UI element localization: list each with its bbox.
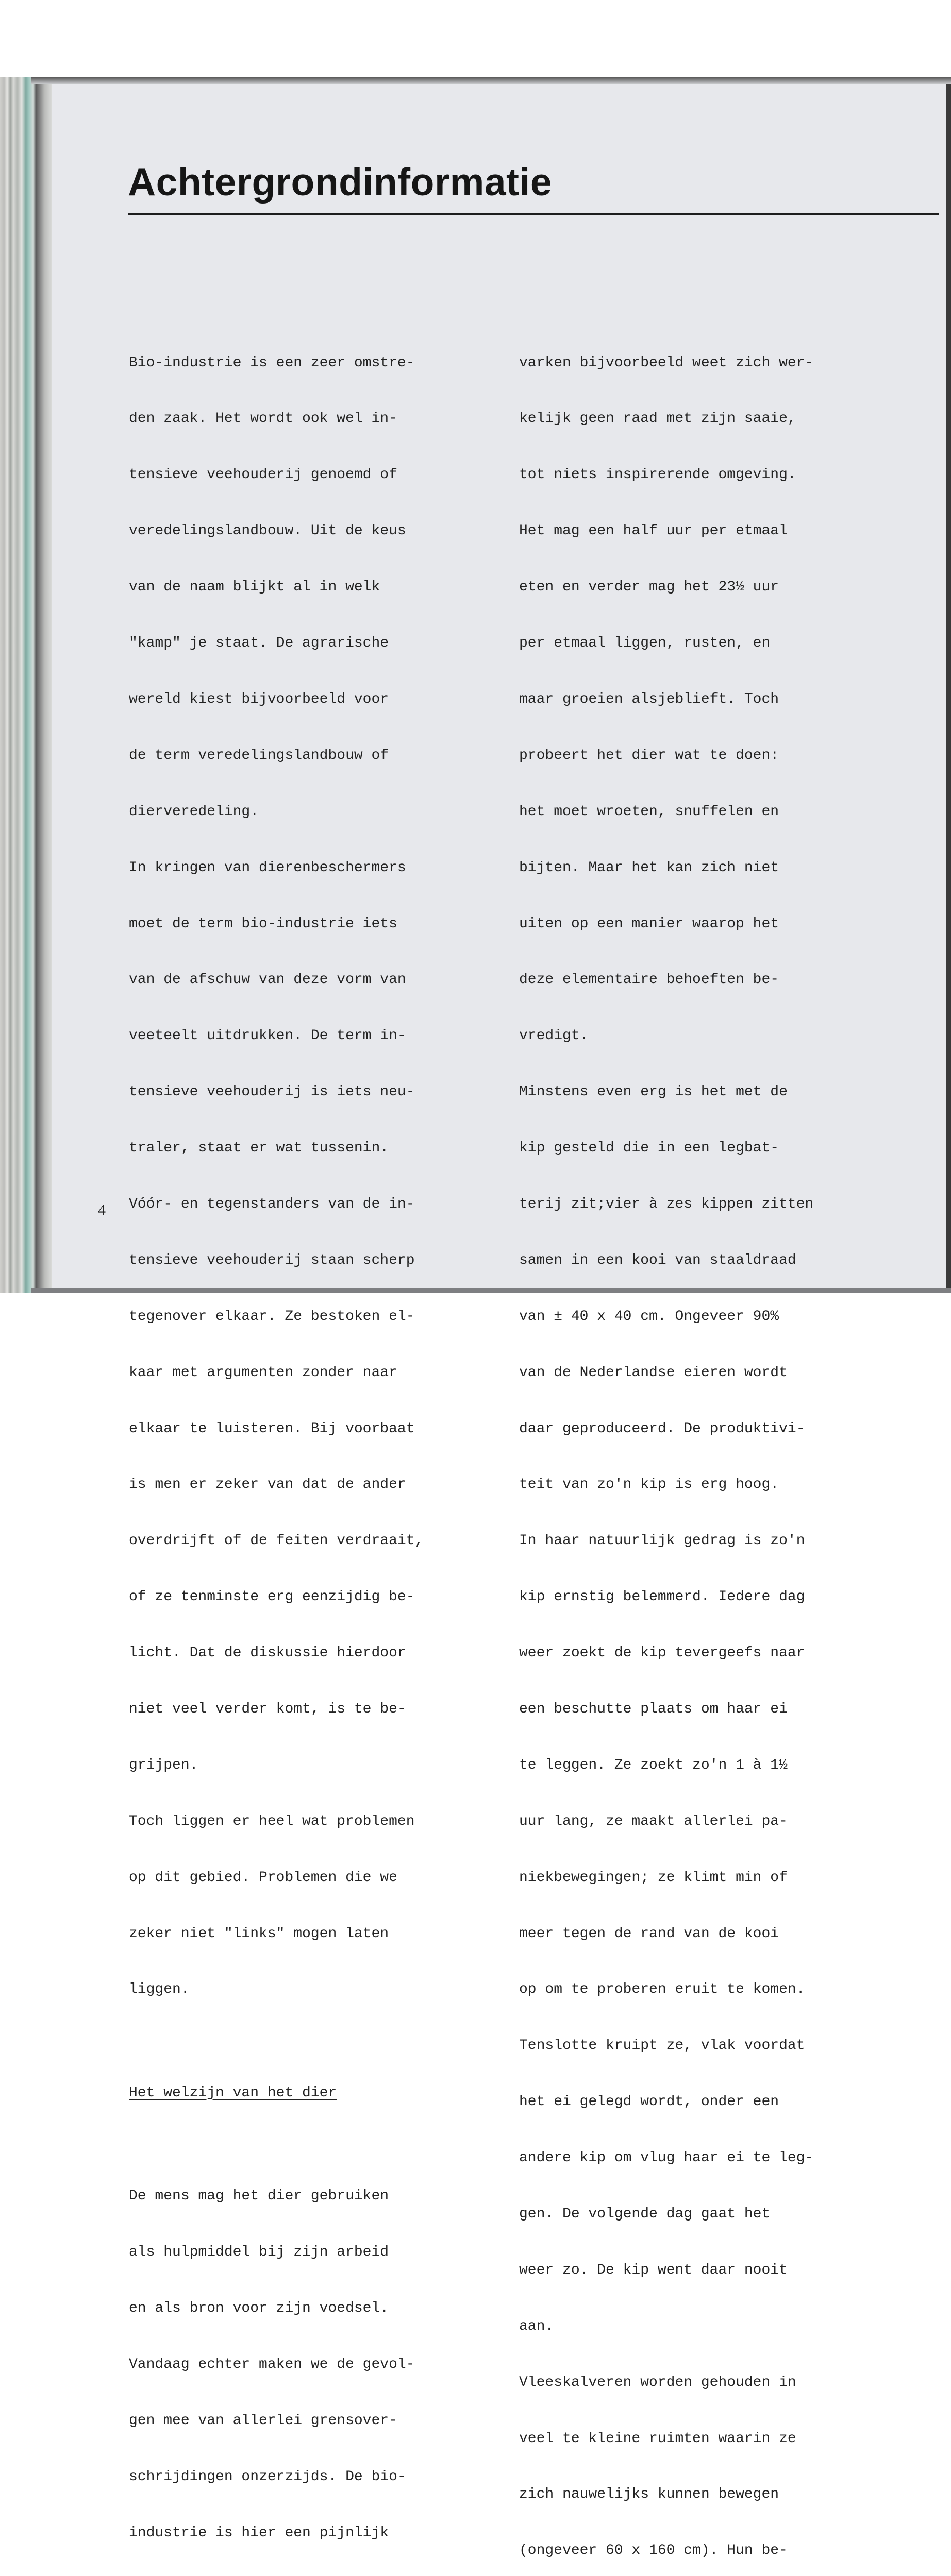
text-line: veredelingslandbouw. Uit de keus (129, 523, 406, 539)
text-line: "kamp" je staat. De agrarische (129, 635, 389, 652)
text-line: liggen. (129, 1981, 190, 1998)
text-line: tensieve veehouderij is iets neu- (129, 1084, 415, 1100)
text-line: op dit gebied. Problemen die we (129, 1869, 397, 1886)
text-line: overdrijft of de feiten verdraait, (129, 1533, 424, 1549)
text-line: meer tegen de rand van de kooi (519, 1925, 779, 1942)
text-line: probeert het dier wat te doen: (519, 747, 779, 764)
text-line: aan. (519, 2318, 554, 2334)
text-line: In haar natuurlijk gedrag is zo'n (519, 1533, 805, 1549)
text-line (129, 410, 423, 428)
text-line: gen. De volgende dag gaat het (519, 2206, 771, 2222)
text-line: In kringen van dierenbeschermers (129, 859, 406, 876)
page-number: 4 (98, 1201, 106, 1218)
text-line: of ze tenminste erg eenzijdig be- (129, 1589, 415, 1605)
text-line: grijpen. (129, 1757, 198, 1773)
text-line: als hulpmiddel bij zijn arbeid (129, 2244, 389, 2261)
text-line: varken bijvoorbeeld weet zich wer- (519, 354, 814, 371)
text-line: te leggen. Ze zoekt zo'n 1 à 1½ (519, 1757, 788, 1773)
book-edge-right (946, 77, 951, 1293)
text-line: schrijdingen onzerzijds. De bio- (129, 2468, 406, 2485)
text-line: Toch liggen er heel wat problemen (129, 1813, 415, 1829)
text-line: bijten. Maar het kan zich niet (519, 859, 779, 876)
text-line: daar geproduceerd. De produktivi- (519, 1420, 805, 1437)
text-line: kaar met argumenten zonder naar (129, 1364, 397, 1381)
section-subheading-text: Het welzijn van het dier (129, 2084, 337, 2101)
text-line: Het mag een half uur per etmaal (519, 523, 788, 539)
text-line: deze elementaire behoeften be- (519, 972, 779, 988)
paragraph-gap (129, 2037, 423, 2046)
section-subheading (129, 2084, 423, 2103)
left-text-column (129, 316, 423, 2576)
text-line: veel te kleine ruimten waarin ze (519, 2430, 796, 2447)
text-line: gen mee van allerlei grensover- (129, 2412, 397, 2429)
text-line: de term veredelingslandbouw of (129, 747, 389, 764)
text-line: van de afschuw van deze vorm van (129, 972, 406, 988)
text-line: terij zit;vier à zes kippen zitten (519, 1196, 814, 1212)
text-line: het ei gelegd wordt, onder een (519, 2094, 779, 2110)
book-edge-left (0, 77, 52, 1293)
text-line: industrie is hier een pijnlijk (129, 2524, 389, 2541)
text-line: niekbewegingen; ze klimt min of (519, 1869, 788, 1886)
text-line: een beschutte plaats om haar ei (519, 1701, 788, 1717)
text-line: (ongeveer 60 x 160 cm). Hun be- (519, 2543, 788, 2559)
text-line: vredigt. (519, 1028, 589, 1044)
text-line: teit van zo'n kip is erg hoog. (519, 1477, 779, 1493)
text-line: Vleeskalveren worden gehouden in (519, 2374, 796, 2391)
text-line: maar groeien alsjeblieft. Toch (519, 691, 779, 707)
text-line: tensieve veehouderij staan scherp (129, 1252, 415, 1268)
text-line: kip gesteld die in een legbat- (519, 1140, 779, 1157)
text-line: het moet wroeten, snuffelen en (519, 803, 779, 820)
paragraph-gap (129, 2140, 423, 2150)
text-line: eten en verder mag het 23½ uur (519, 579, 779, 596)
text-line: is men er zeker van dat de ander (129, 1477, 406, 1493)
text-line: uiten op een manier waarop het (519, 916, 779, 932)
text-line: tot niets inspirerende omgeving. (519, 467, 796, 483)
text-line: zeker niet "links" mogen laten (129, 1925, 389, 1942)
text-line: van de naam blijkt al in welk (129, 579, 380, 596)
text-line: Bio-industrie is een zeer omstre- (129, 354, 415, 371)
text-line: traler, staat er wat tussenin. (129, 1140, 389, 1157)
text-line: samen in een kooi van staaldraad (519, 1252, 796, 1268)
text-line: kip ernstig belemmerd. Iedere dag (519, 1589, 805, 1605)
text-line: Vandaag echter maken we de gevol- (129, 2357, 415, 2373)
text-line: niet veel verder komt, is te be- (129, 1701, 406, 1717)
text-line: van ± 40 x 40 cm. Ongeveer 90% (519, 1308, 779, 1325)
text-line: weer zo. De kip went daar nooit (519, 2262, 788, 2278)
text-line: weer zoekt de kip tevergeefs naar (519, 1645, 805, 1662)
text-line: van de Nederlandse eieren wordt (519, 1364, 788, 1381)
page-top-shadow (31, 77, 951, 84)
text-line: tegenover elkaar. Ze bestoken el- (129, 1308, 415, 1325)
text-line: wereld kiest bijvoorbeeld voor (129, 691, 389, 707)
text-line: elkaar te luisteren. Bij voorbaat (129, 1420, 415, 1437)
text-line: op om te proberen eruit te komen. (519, 1981, 805, 1998)
text-line: kelijk geen raad met zijn saaie, (519, 411, 796, 427)
text-line: andere kip om vlug haar ei te leg- (519, 2150, 814, 2166)
text-line: Minstens even erg is het met de (519, 1084, 788, 1100)
title-underline-rule (128, 213, 939, 215)
text-line: dierveredeling. (129, 803, 259, 820)
text-line: Tenslotte kruipt ze, vlak voordat (519, 2038, 805, 2054)
text-line: tensieve veehouderij genoemd of (129, 467, 397, 483)
text-line: Vóór- en tegenstanders van de in- (129, 1196, 415, 1212)
text-line: licht. Dat de diskussie hierdoor (129, 1645, 406, 1662)
text-line: moet de term bio-industrie iets (129, 916, 397, 932)
text-line: zich nauwelijks kunnen bewegen (519, 2486, 779, 2503)
text-line-part: den zaak. Het wordt ook wel in- (129, 411, 397, 427)
text-line: per etmaal liggen, rusten, en (519, 635, 771, 652)
right-text-column (519, 316, 813, 2576)
text-line: veeteelt uitdrukken. De term in- (129, 1028, 406, 1044)
text-line: en als bron voor zijn voedsel. (129, 2300, 389, 2317)
text-line: De mens mag het dier gebruiken (129, 2188, 389, 2205)
text-line: uur lang, ze maakt allerlei pa- (519, 1813, 788, 1829)
page-title: Achtergrondinformatie (128, 160, 553, 204)
